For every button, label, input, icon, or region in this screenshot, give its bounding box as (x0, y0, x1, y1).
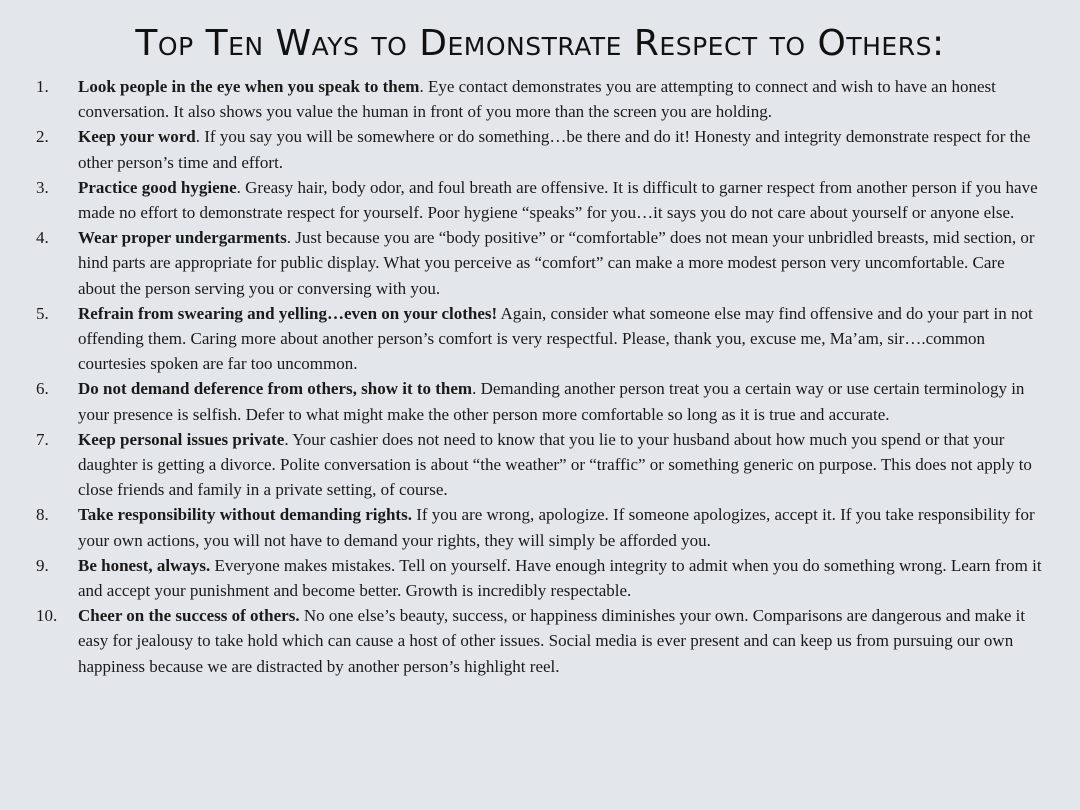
item-text (78, 603, 1044, 679)
item-lead: Keep your word (78, 127, 196, 147)
item-body: Again, consider what someone else may find offensive and do your part in not offending them. Caring more about another person’s comfort is very respectful. Please, thank you, excuse me, Ma’am, sir….common courtesies spoken are far too uncommon. (78, 303, 1033, 374)
item-body: . Demanding another person treat you a certain way or use certain terminology in your presence is selfish. Defer to what might make the other person more comfortable so long as it is true and accurate. (78, 379, 1025, 424)
list-item (36, 225, 1044, 301)
item-text (78, 225, 1044, 301)
item-body: . Eye contact demonstrates you are attempting to connect and wish to have an honest conversation. It also shows you value the human in front of you more than the screen you are holding. (78, 77, 996, 122)
item-lead: Be honest, always. (78, 555, 211, 575)
item-number: 10. (36, 606, 58, 626)
item-text (78, 427, 1044, 503)
item-lead: Practice good hygiene (78, 177, 237, 197)
page-title: Top Ten Ways to Demonstrate Respect to Others: (135, 23, 945, 64)
item-text (78, 175, 1044, 225)
list-item (36, 74, 1044, 124)
item-body: Everyone makes mistakes. Tell on yourself. Have enough integrity to admit when you do something wrong. Learn from it and accept your punishment and become better. Growth is incredibly respectable. (78, 555, 1042, 601)
item-body: . Your cashier does not need to know that you lie to your husband about how much you spend or that your daughter is getting a divorce. Polite conversation is about “the weather” or “traffic” or something generic on purpose. This does not apply to close friends and family in a private setting, of course. (78, 429, 1032, 500)
item-number: 7. (36, 429, 49, 449)
item-body: If you are wrong, apologize. If someone apologizes, accept it. If you take responsibility for your own actions, you will not have to demand your rights, they will simply be afforded you. (78, 505, 1035, 550)
item-lead: Keep personal issues private (78, 429, 285, 449)
list-item (36, 427, 1044, 503)
item-number: 4. (36, 228, 49, 248)
item-text (78, 301, 1044, 377)
item-body: . Greasy hair, body odor, and foul breath are offensive. It is difficult to garner respect from another person if you have made no effort to demonstrate respect for yourself. Poor hygiene “speaks” for you…it says you do not care about yourself or anyone else. (78, 177, 1038, 223)
item-number: 8. (36, 505, 49, 525)
respect-list (36, 74, 1044, 679)
item-lead: Take responsibility without demanding rights. (78, 505, 412, 525)
item-lead: Refrain from swearing and yelling…even on your clothes! (78, 303, 498, 323)
list-item (36, 603, 1044, 679)
item-number: 9. (36, 555, 49, 575)
item-number: 5. (36, 303, 49, 323)
item-body: No one else’s beauty, success, or happiness diminishes your own. Comparisons are dangerous and make it easy for jealousy to take hold which can cause a host of other issues. Social media is ever present and can keep us from pursuing our own happiness because we are distracted by another person’s highlight reel. (78, 606, 1026, 676)
item-text (78, 502, 1044, 552)
item-body: . If you say you will be somewhere or do something…be there and do it! Honesty and integrity demonstrate respect for the other person’s time and effort. (78, 127, 1031, 172)
item-lead: Look people in the eye when you speak to them (78, 77, 420, 96)
item-text (78, 74, 1044, 124)
item-number: 1. (36, 77, 49, 96)
list-item (36, 301, 1044, 377)
item-number: 2. (36, 127, 49, 147)
item-number: 3. (36, 177, 49, 197)
item-lead: Wear proper undergarments (78, 228, 287, 248)
list-item (36, 175, 1044, 225)
list-item (36, 502, 1044, 552)
item-lead: Cheer on the success of others. (78, 606, 300, 626)
item-text (78, 553, 1044, 603)
item-lead: Do not demand deference from others, show it to them (78, 379, 473, 399)
list-item (36, 553, 1044, 603)
item-number: 6. (36, 379, 49, 399)
list-item (36, 376, 1044, 426)
item-text (78, 124, 1044, 174)
list-item (36, 124, 1044, 174)
item-text (78, 376, 1044, 426)
item-body: . Just because you are “body positive” or “comfortable” does not mean your unbridled breasts, mid section, or hind parts are appropriate for public display. What you perceive as “comfort” can make a more modest person very uncomfortable. Care about the person serving you or conversing with you. (78, 228, 1035, 298)
